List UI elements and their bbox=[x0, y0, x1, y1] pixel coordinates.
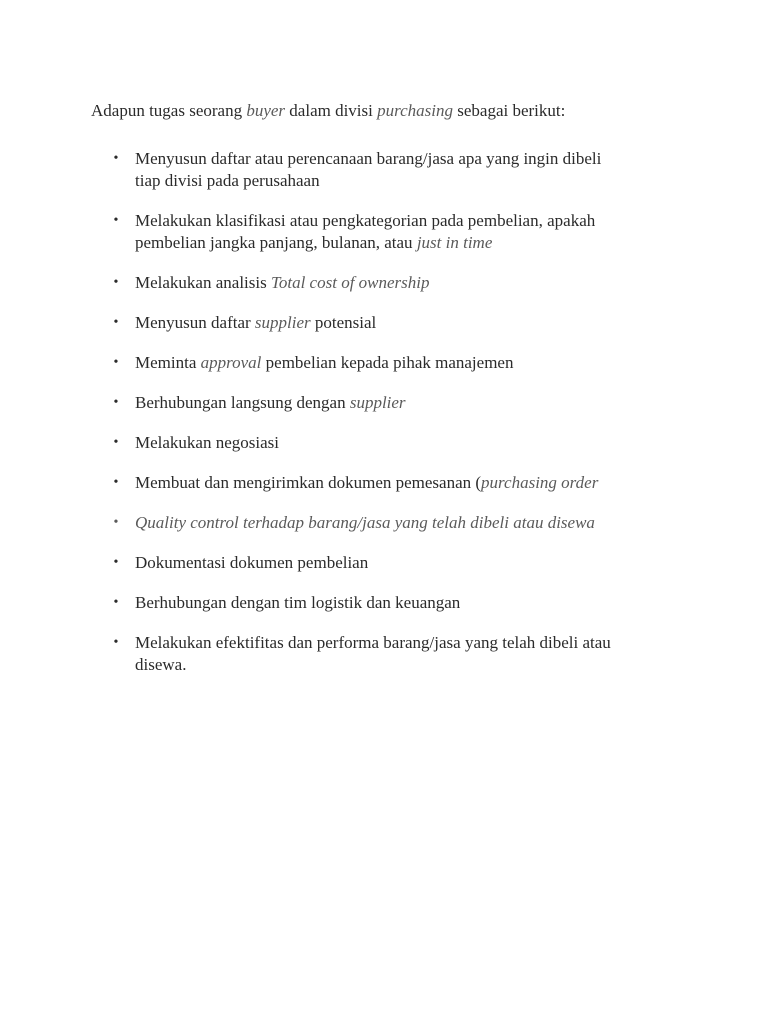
item-6-term: supplier bbox=[349, 393, 406, 412]
item-4-term: supplier bbox=[254, 313, 311, 332]
intro-text-2: dalam divisi bbox=[285, 101, 378, 120]
item-8-term: purchasing order bbox=[481, 473, 599, 492]
item-3-term: Total cost of ownership bbox=[270, 273, 430, 292]
item-5-text-a: Meminta bbox=[135, 353, 201, 372]
item-12-line-2: disewa. bbox=[135, 655, 187, 674]
item-6-text: Berhubungan langsung dengan bbox=[135, 393, 350, 412]
intro-paragraph bbox=[91, 100, 711, 122]
list-item bbox=[0, 272, 768, 294]
item-8-line bbox=[135, 472, 678, 494]
bullet-icon: • bbox=[113, 355, 119, 370]
item-2-line-1: Melakukan klasifikasi atau pengkategorian pada pembelian, apakah bbox=[135, 211, 596, 230]
item-9-line: Quality control terhadap barang/jasa yang telah dibeli atau disewa bbox=[135, 513, 595, 532]
bullet-icon: • bbox=[113, 635, 119, 650]
intro-text-3: sebagai berikut: bbox=[453, 101, 566, 120]
list-item bbox=[0, 352, 768, 374]
item-2-line-2 bbox=[135, 232, 678, 254]
item-12-line-1: Melakukan efektifitas dan performa barang/jasa yang telah dibeli atau bbox=[135, 633, 611, 652]
item-4-text-a: Menyusun daftar bbox=[135, 313, 255, 332]
list-item bbox=[0, 148, 768, 192]
item-5-line bbox=[135, 352, 678, 374]
list-item bbox=[0, 592, 768, 614]
item-8-text: Membuat dan mengirimkan dokumen pemesanan ( bbox=[135, 473, 482, 492]
item-6-line bbox=[135, 392, 678, 414]
list-item bbox=[0, 552, 768, 574]
bullet-icon: • bbox=[113, 395, 119, 410]
bullet-icon: • bbox=[113, 315, 119, 330]
item-3-line bbox=[135, 272, 678, 294]
list-item bbox=[0, 432, 768, 454]
item-1-line-2: tiap divisi pada perusahaan bbox=[135, 171, 320, 190]
item-4-line bbox=[135, 312, 678, 334]
bullet-icon: • bbox=[113, 475, 119, 490]
bullet-icon: • bbox=[113, 555, 119, 570]
list-item bbox=[0, 312, 768, 334]
task-list bbox=[0, 148, 768, 694]
bullet-icon: • bbox=[113, 595, 119, 610]
bullet-icon: • bbox=[113, 275, 119, 290]
list-item bbox=[0, 512, 768, 534]
list-item bbox=[0, 392, 768, 414]
list-item bbox=[0, 632, 768, 676]
item-1-line-1: Menyusun daftar atau perencanaan barang/jasa apa yang ingin dibeli bbox=[135, 149, 602, 168]
intro-term-buyer: buyer bbox=[246, 101, 286, 120]
item-10-line: Dokumentasi dokumen pembelian bbox=[135, 553, 369, 572]
item-2-term: just in time bbox=[416, 233, 493, 252]
list-item bbox=[0, 210, 768, 254]
bullet-icon: • bbox=[113, 213, 119, 228]
intro-text-1: Adapun tugas seorang bbox=[91, 101, 247, 120]
item-3-text: Melakukan analisis bbox=[135, 273, 271, 292]
list-item bbox=[0, 472, 768, 494]
item-11-line: Berhubungan dengan tim logistik dan keuangan bbox=[135, 593, 461, 612]
item-5-term: approval bbox=[200, 353, 262, 372]
item-7-line: Melakukan negosiasi bbox=[135, 433, 279, 452]
bullet-icon: • bbox=[113, 151, 119, 166]
item-5-text-c: pembelian kepada pihak manajemen bbox=[261, 353, 514, 372]
intro-term-purchasing: purchasing bbox=[377, 101, 453, 120]
item-2-text: pembelian jangka panjang, bulanan, atau bbox=[135, 233, 417, 252]
bullet-icon: • bbox=[113, 515, 119, 530]
item-4-text-c: potensial bbox=[310, 313, 377, 332]
bullet-icon: • bbox=[113, 435, 119, 450]
